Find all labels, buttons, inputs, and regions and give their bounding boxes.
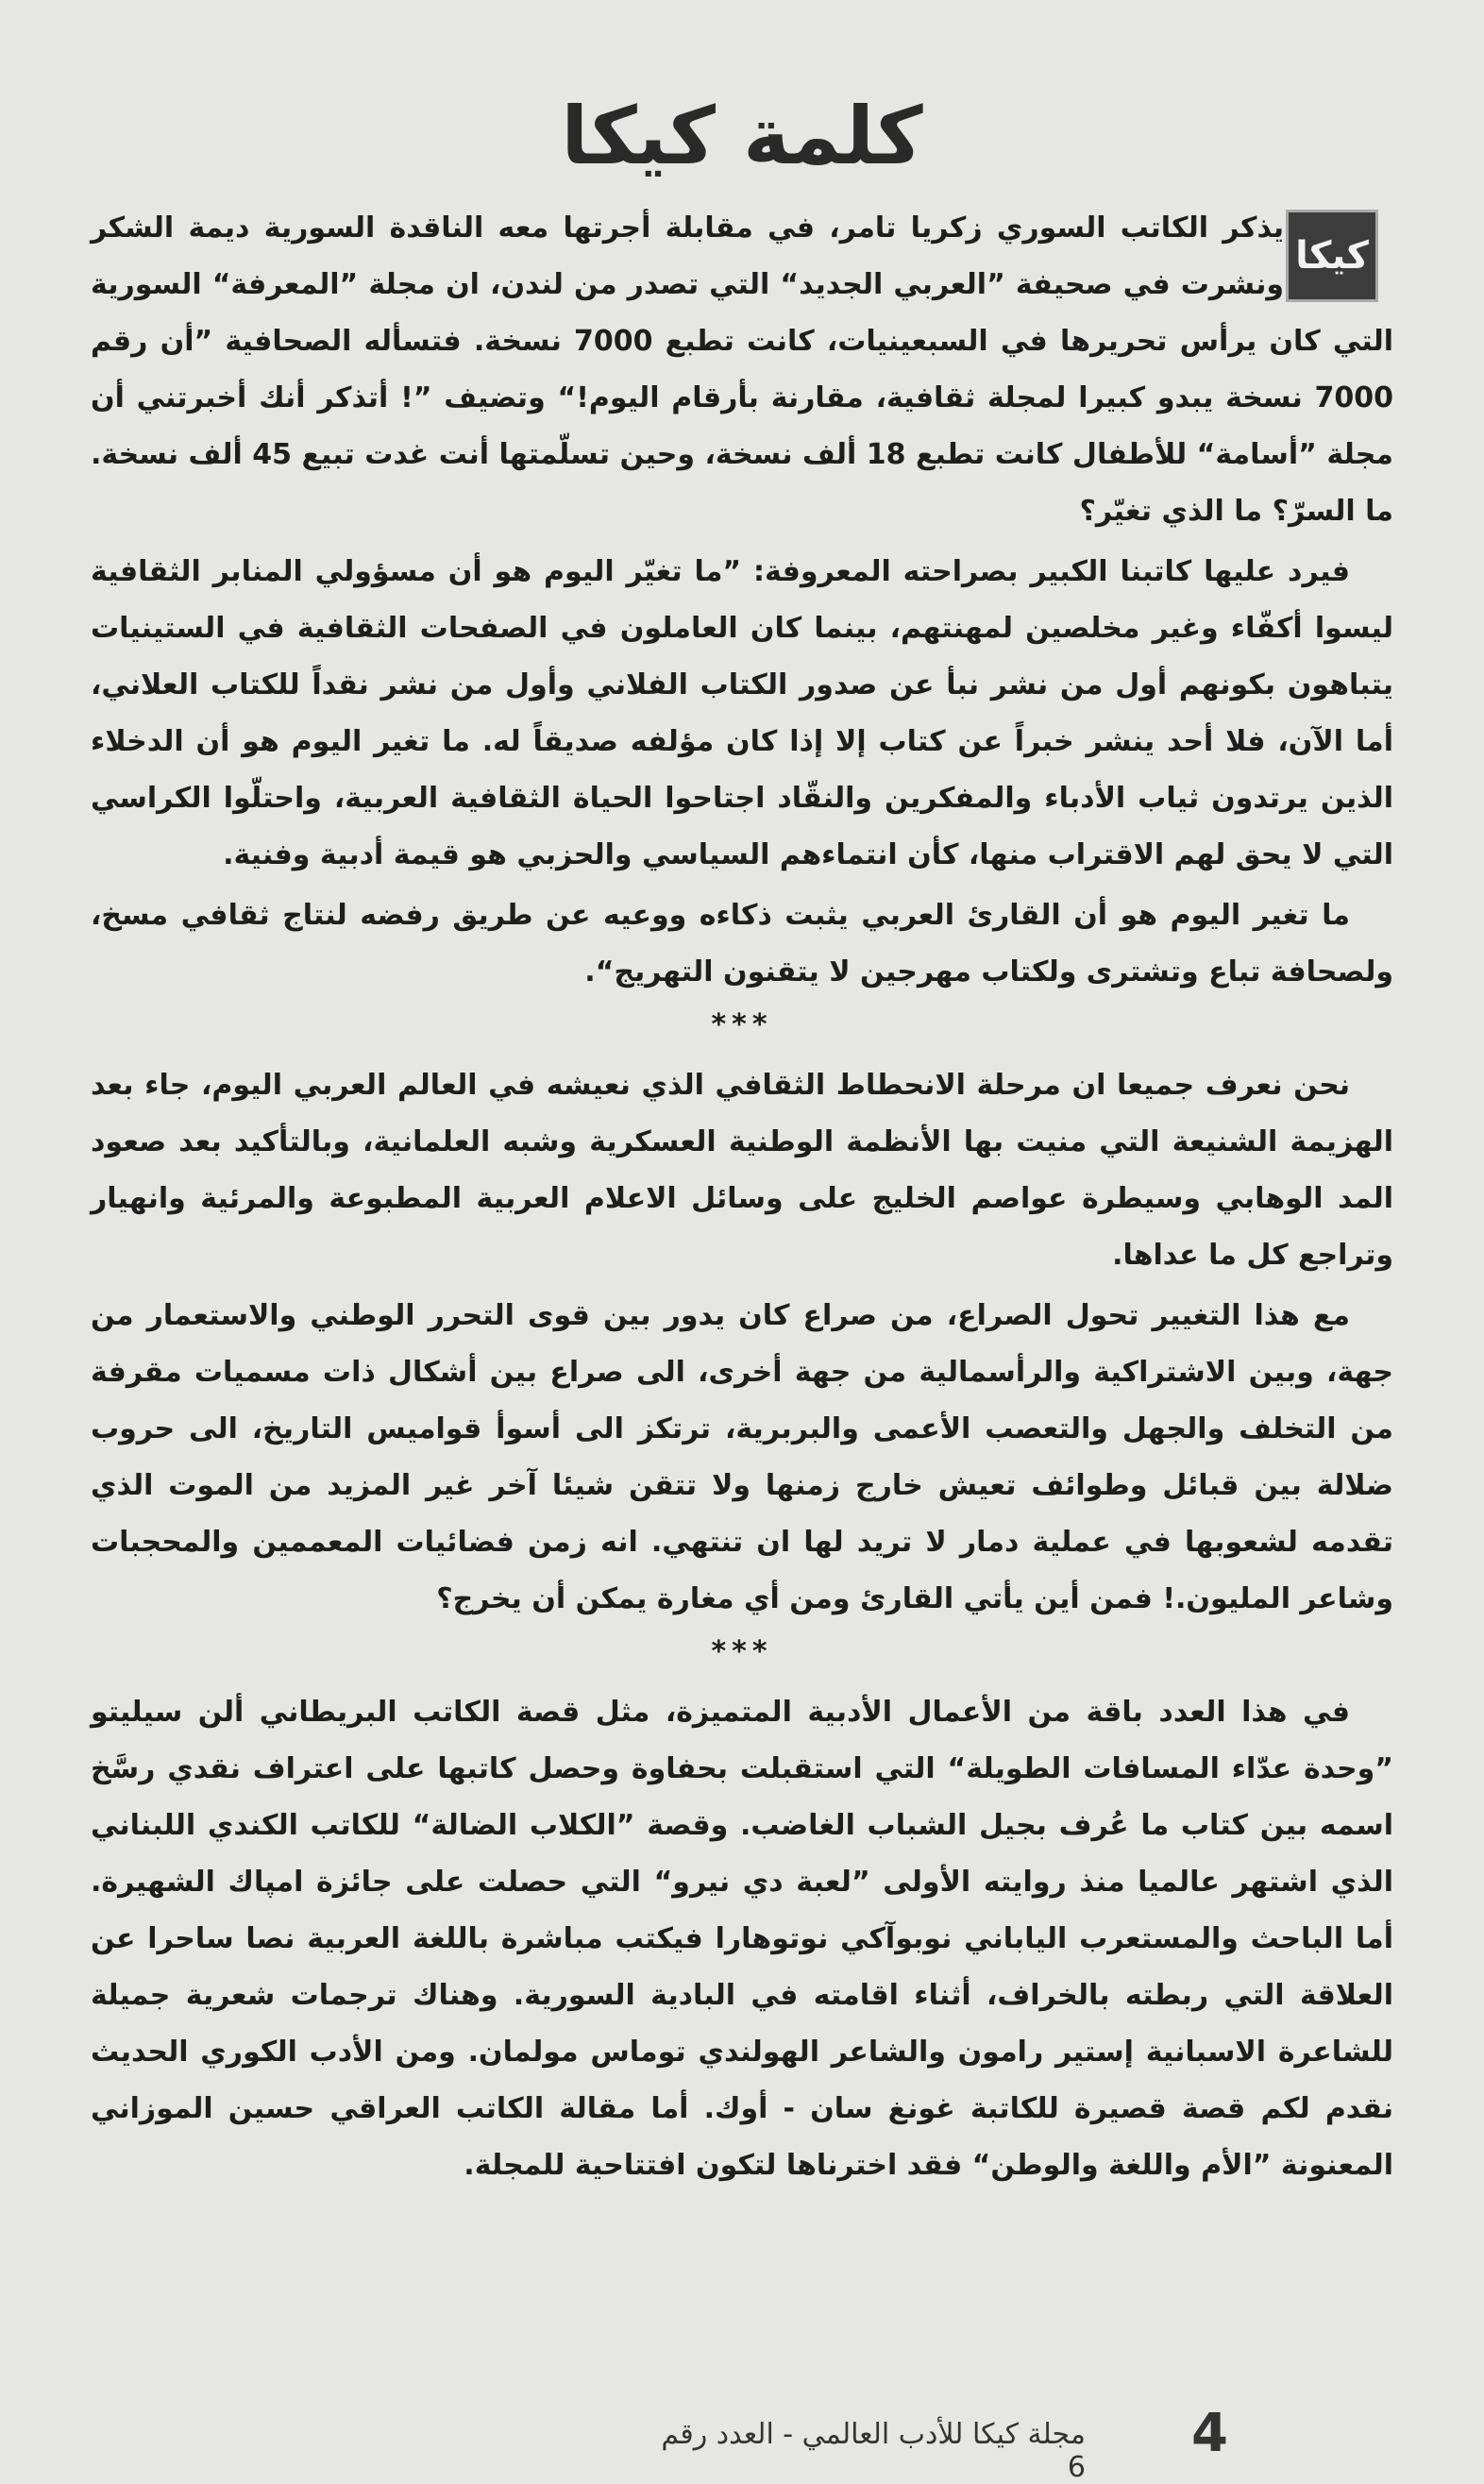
paragraph-1: يذكر الكاتب السوري زكريا تامر، في مقابلة أجرتها معه الناقدة السورية ديمة الشكر ونشرت في صحيفة ”العربي الجديد“ التي تصدر من لندن، ان مجلة ”المعرفة“ السورية التي كان يرأس تحريرها في السبعينيات، كانت تطبع 7000 نسخة. فتسأله الصحافية ”أن رقم 7000 نسخة يبدو كبيرا لمجلة ثقافية، مقارنة بأرقام اليوم!“ وتضيف ”! أتذكر أنك أخبرتني أن مجلة ”أسامة“ للأطفال كانت تطبع 18 ألف نسخة، وحين تسلّمتها أنت غدت تبيع 45 ألف نسخة. ما السرّ؟ ما الذي تغيّر؟ [91, 211, 1393, 528]
paragraph-2: فيرد عليها كاتبنا الكبير بصراحته المعروفة: ”ما تغيّر اليوم هو أن مسؤولي المنابر الثقافية ليسوا أكفّاء وغير مخلصين لمهنتهم، بينما كان العاملون في الصفحات الثقافية في الستينيات يتباهون بكونهم أول من نشر نبأ عن صدور الكتاب الفلاني وأول من نشر نقداً للكتاب العلاني، أما الآن، فلا أحد ينشر خبراً عن كتاب إلا إذا كان مؤلفه صديقاً له. ما تغير اليوم هو أن الدخلاء الذين يرتدون ثياب الأدباء والمفكرين والنقّاد اجتاحوا الحياة الثقافية العربية، واحتلّوا الكراسي التي لا يحق لهم الاقتراب منها، كأن انتماءهم السياسي والحزبي هو قيمة أدبية وفنية. [91, 555, 1393, 871]
paragraph-5: مع هذا التغيير تحول الصراع، من صراع كان يدور بين قوى التحرر الوطني والاستعمار من جهة، وبين الاشتراكية والرأسمالية من جهة أخرى، الى صراع بين أشكال ذات مسميات مقرفة من التخلف والجهل والتعصب الأعمى والبربرية، ترتكز الى أسوأ قواميس التاريخ، الى حروب ضلالة بين قبائل وطوائف تعيش خارج زمنها ولا تتقن شيئا آخر غير المزيد من الموت الذي تقدمه لشعوبها في عملية دمار لا تريد لها ان تنتهي. انه زمن فضائيات المعممين والمحجبات وشاعر المليون.! فمن أين يأتي القارئ ومن أي مغارة يمكن أن يخرج؟ [91, 1299, 1393, 1615]
page-title: كلمة كيكا [561, 90, 923, 182]
logo-spacer [1284, 200, 1393, 312]
article-body [91, 200, 1393, 2198]
paragraph-6: في هذا العدد باقة من الأعمال الأدبية المتميزة، مثل قصة الكاتب البريطاني ألن سيليتو ”وحدة عدّاء المسافات الطويلة“ التي استقبلت بحفاوة وحصل كاتبها على اعتراف نقدي رسَّخ اسمه بين كتاب ما عُرف بجيل الشباب الغاضب. وقصة ”الكلاب الضالة“ للكاتب الكندي اللبناني الذي اشتهر عالميا منذ روايته الأولى ”لعبة دي نيرو“ التي حصلت على جائزة امپاك الشهيرة. أما الباحث والمستعرب الياباني نوبوآكي نوتوهارا فيكتب مباشرة باللغة العربية نصا ساحرا عن العلاقة التي ربطته بالخراف، أثناء اقامته في البادية السورية. وهناك ترجمات شعرية جميلة للشاعرة الاسبانية إستير رامون والشاعر الهولندي توماس مولمان. ومن الأدب الكوري الحديث نقدم لكم قصة قصيرة للكاتبة غونغ سان - أوك. أما مقالة الكاتب العراقي حسين الموزاني المعنونة ”الأم واللغة والوطن“ فقد اخترناها لتكون افتتاحية للمجلة. [91, 1696, 1393, 2182]
paragraph-4: نحن نعرف جميعا ان مرحلة الانحطاط الثقافي الذي نعيشه في العالم العربي اليوم، جاء بعد الهزيمة الشنيعة التي منيت بها الأنظمة الوطنية العسكرية وشبه العلمانية، وبالتأكيد بعد صعود المد الوهابي وسيطرة عواصم الخليج على وسائل الاعلام العربية المطبوعة والمرئية وانهيار وتراجع كل ما عداها. [91, 1069, 1393, 1272]
journal-footer: مجلة كيكا للأدب العالمي - العدد رقم 6 [661, 2418, 1086, 2484]
kika-logo: كيكا [1286, 210, 1378, 302]
paragraph-3: ما تغير اليوم هو أن القارئ العربي يثبت ذكاءه ووعيه عن طريق رفضه لنتاج ثقافي مسخ، ولصحافة تباع وتشترى ولكتاب مهرجين لا يتقنون التهريج“. [91, 899, 1393, 989]
separator-2: *** [711, 1635, 773, 1668]
page-number: 4 [1191, 2403, 1228, 2464]
separator-1: *** [711, 1008, 773, 1041]
